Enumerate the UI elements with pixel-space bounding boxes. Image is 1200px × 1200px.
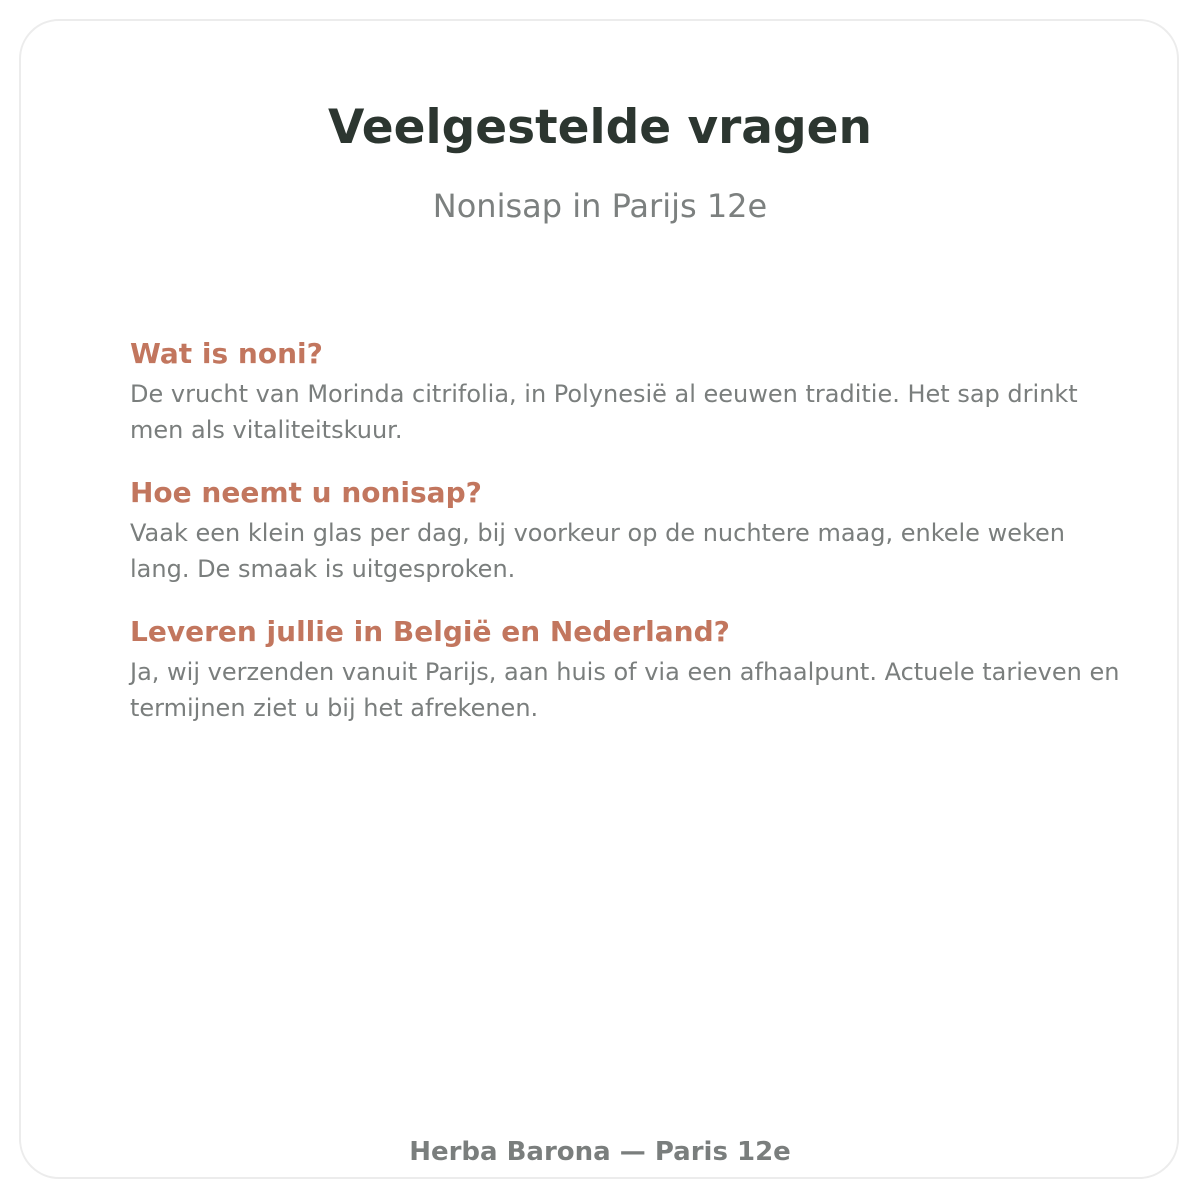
faq-answer: De vrucht van Morinda citrifolia, in Polynesië al eeuwen traditie. Het sap drinkt men als vitaliteitskuur. <box>130 380 1078 444</box>
footer-brand: Herba Barona — Paris 12e <box>409 1137 791 1167</box>
faq-answer: Vaak een klein glas per dag, bij voorkeur op de nuchtere maag, enkele weken lang. De smaak is uitgesproken. <box>130 519 1065 583</box>
faq-question: Leveren jullie in België en Nederland? <box>130 615 730 648</box>
faq-answer: Ja, wij verzenden vanuit Parijs, aan huis of via een afhaalpunt. Actuele tarieven en termijnen ziet u bij het afrekenen. <box>130 658 1120 722</box>
faq-question: Wat is noni? <box>130 337 323 370</box>
faq-item <box>130 475 1120 587</box>
faq-item <box>130 336 1120 448</box>
faq-question: Hoe neemt u nonisap? <box>130 476 482 509</box>
page-title: Veelgestelde vragen <box>327 100 872 155</box>
faq-item <box>130 614 1120 726</box>
page-subtitle: Nonisap in Parijs 12e <box>432 187 768 225</box>
